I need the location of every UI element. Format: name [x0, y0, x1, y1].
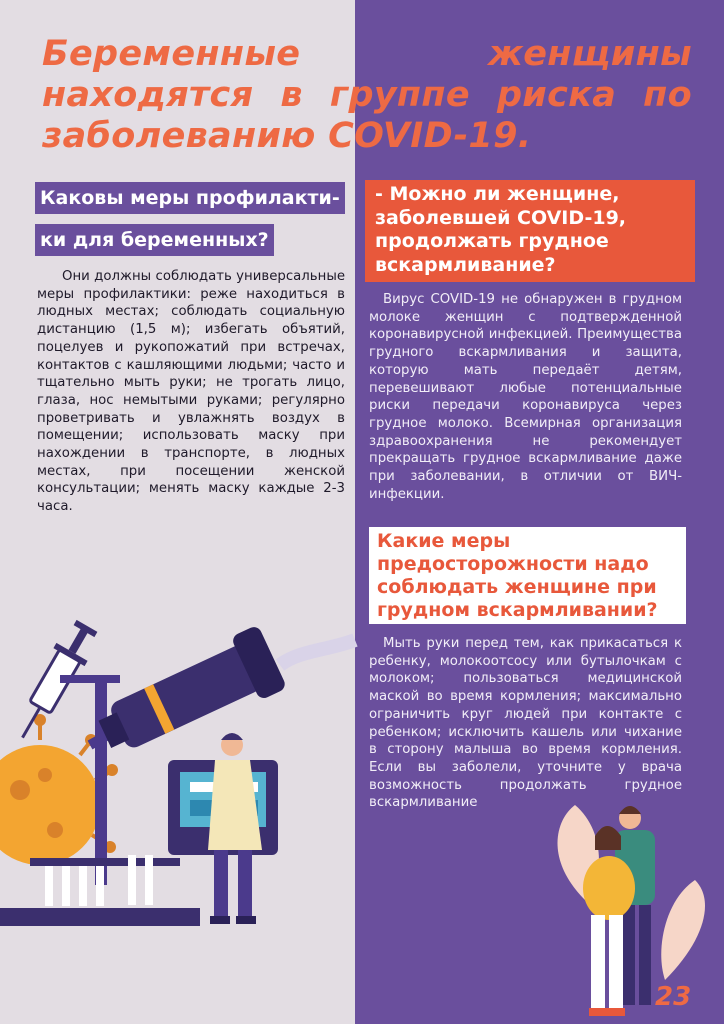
precautions-heading-box [369, 527, 686, 624]
test-tubes [0, 855, 200, 926]
stand [95, 675, 107, 885]
precautions-body: Мыть руки перед тем, как прикасаться к ребенку, молокоотсосу или бутылочкам с молоком; пользоваться медицинской маской во время кормления; максимально ограничить круг людей при контакте с ребенком; исключить кашель или чихание в сторону малыша во время кормления. Если вы заболели, уточните у врача возможность продолжать грудное вскармливание [369, 636, 682, 811]
breastfeeding-heading: - Можно ли женщине, заболевшей COVID-19, продолжать грудное вскармливание? [375, 183, 627, 276]
page-title: Беременные женщины находятся в группе риска по заболеванию COVID-19. [42, 34, 692, 156]
couple-illustration [545, 800, 724, 1024]
lab-scientist-illustration [0, 610, 360, 940]
breastfeeding-heading-box [365, 180, 695, 282]
page-number: 23 [655, 982, 692, 1012]
breastfeeding-body: Вирус COVID-19 не обнаружен в грудном молоке женщин с подтвержденной коронавирусной инфекцией. Преимущества грудного вскармливания и защита, которую мать передаёт детям, перевешивают любые потенциальные риски передачи коронавируса через грудное молоко. Всемирная организация здравоохранения не рекомендует прекращать грудное вскармливание даже при заболевании, в отличии от ВИЧ- инфекции. [369, 292, 682, 502]
telescope-icon [90, 624, 287, 766]
prevention-heading-line1: Каковы меры профилакти- [35, 182, 345, 214]
prevention-body: Они должны соблюдать универсальные меры профилактики: реже находиться в людных местах; соблюдать социальную дистанцию (1,5 м); избегать объятий, поцелуев и рукопожатий при встречах, контактов с кашляющими людьми; часто и тщательно мыть руки; не трогать лицо, глаза, нос немытыми руками; регулярно проветривать и увлажнять воздух в помещении; использовать маску при нахождении в транспорте, в людных местах, при посещении женской консультации; менять маску каждые 2-3 часа. [37, 269, 345, 515]
prevention-heading-line2: ки для беременных? [35, 224, 274, 256]
precautions-heading: Какие меры предосторожности надо соблюдать женщине при грудном вскармливании? [377, 530, 658, 621]
